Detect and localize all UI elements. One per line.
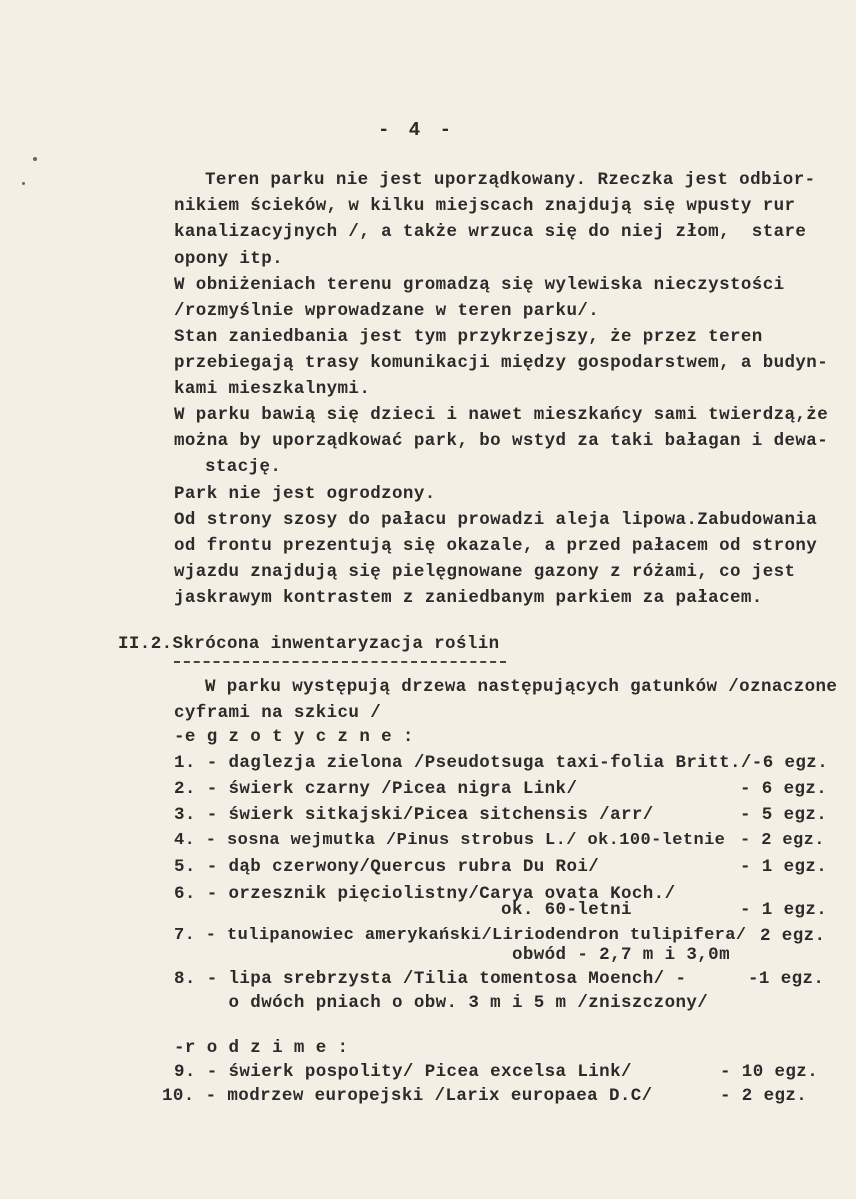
list-item: 6. - orzesznik pięciolistny/Carya ovata Koch./	[174, 884, 676, 904]
margin-mark	[33, 157, 37, 161]
list-item: 9. - świerk pospolity/ Picea excelsa Link/	[174, 1062, 632, 1082]
list-item-count: 2 egz.	[760, 926, 826, 946]
intro-line: cyframi na szkicu /	[174, 703, 382, 723]
paragraph-line: Stan zaniedbania jest tym przykrzejszy, że przez teren	[174, 327, 763, 347]
list-item: 2. - świerk czarny /Picea nigra Link/	[174, 779, 578, 799]
paragraph-line: przebiegają trasy komunikacji między gospodarstwem, a budyn-	[174, 353, 829, 373]
page-number: - 4 -	[378, 119, 456, 141]
list-item-count: - 2 egz.	[740, 831, 825, 850]
list-item-count: - 6 egz.	[740, 779, 828, 799]
paragraph-line: jaskrawym kontrastem z zaniedbanym parkiem za pałacem.	[174, 588, 763, 608]
group-heading-exotic: -e g z o t y c z n e :	[174, 727, 414, 747]
paragraph-line: Park nie jest ogrodzony.	[174, 484, 436, 504]
list-item: 4. - sosna wejmutka /Pinus strobus L./ ok.100-letnie	[174, 831, 726, 850]
paragraph-line: od frontu prezentują się okazale, a przed pałacem od strony	[174, 536, 818, 556]
list-item-cont: o dwóch pniach o obw. 3 m i 5 m /zniszczony/	[174, 993, 709, 1013]
list-item: 7. - tulipanowiec amerykański/Liriodendron tulipifera/	[174, 926, 747, 945]
paragraph-line: kanalizacyjnych /, a także wrzuca się do niej złom, stare	[174, 222, 807, 242]
heading-underline	[174, 661, 506, 663]
list-item: 10. - modrzew europejski /Larix europaea D.C/	[162, 1086, 653, 1106]
list-item-count: - 5 egz.	[740, 805, 828, 825]
list-item-count: -1 egz.	[748, 969, 825, 989]
list-item: 3. - świerk sitkajski/Picea sitchensis /arr/	[174, 805, 654, 825]
paragraph-line: stację.	[205, 457, 282, 477]
list-item: 1. - daglezja zielona /Pseudotsuga taxi-folia Britt./-6 egz.	[174, 753, 829, 773]
list-item-count: - 1 egz.	[740, 900, 828, 920]
list-item-count: - 10 egz.	[720, 1062, 819, 1082]
paragraph-line: Od strony szosy do pałacu prowadzi aleja lipowa.Zabudowania	[174, 510, 818, 530]
paragraph-line: wjazdu znajdują się pielęgnowane gazony z różami, co jest	[174, 562, 796, 582]
margin-mark	[22, 182, 25, 185]
paragraph-line: W obniżeniach terenu gromadzą się wylewiska nieczystości	[174, 275, 785, 295]
intro-line: W parku występują drzewa następujących gatunków /oznaczone	[205, 677, 838, 697]
paragraph-line: /rozmyślnie wprowadzane w teren parku/.	[174, 301, 600, 321]
list-item-cont: ok. 60-letni	[174, 900, 632, 920]
paragraph-line: nikiem ścieków, w kilku miejscach znajdują się wpusty rur	[174, 196, 796, 216]
paragraph-line: opony itp.	[174, 249, 284, 269]
list-item-cont: obwód - 2,7 m i 3,0m	[174, 945, 730, 965]
list-item-count: - 2 egz.	[720, 1086, 808, 1106]
paragraph-line: można by uporządkować park, bo wstyd za taki bałagan i dewa-	[174, 431, 829, 451]
paragraph-line: Teren parku nie jest uporządkowany. Rzeczka jest odbior-	[205, 170, 816, 190]
paragraph-line: kami mieszkalnymi.	[174, 379, 371, 399]
group-heading-native: -r o d z i m e :	[174, 1038, 349, 1058]
paragraph-line: W parku bawią się dzieci i nawet mieszkańcy sami twierdzą,że	[174, 405, 829, 425]
list-item: 5. - dąb czerwony/Quercus rubra Du Roi/	[174, 857, 600, 877]
list-item-count: - 1 egz.	[740, 857, 828, 877]
list-item: 8. - lipa srebrzysta /Tilia tomentosa Moench/ -	[174, 969, 687, 989]
section-heading: II.2.Skrócona inwentaryzacja roślin	[118, 634, 500, 654]
